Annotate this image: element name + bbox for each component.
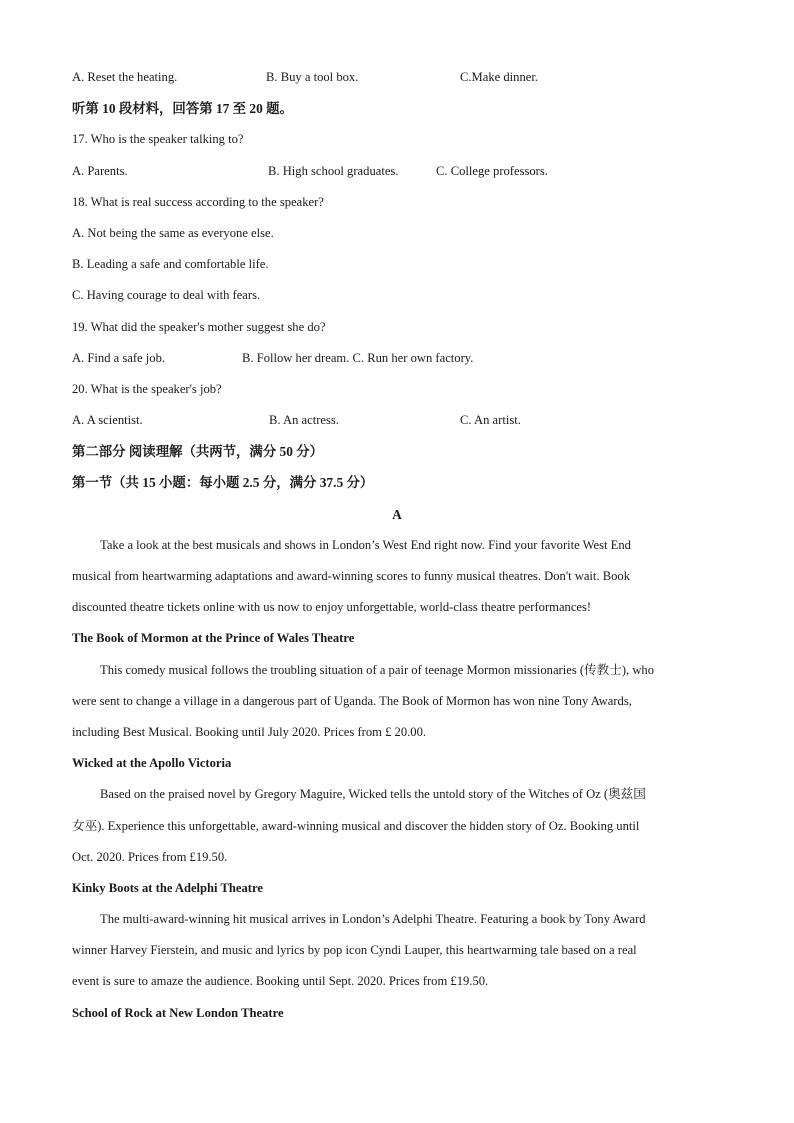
show2-line-3: Oct. 2020. Prices from £19.50. xyxy=(72,849,228,864)
q18-question: 18. What is real success according to the speaker? xyxy=(72,194,324,209)
show3-line-3: event is sure to amaze the audience. Booking until Sept. 2020. Prices from £19.50. xyxy=(72,974,489,989)
q20-option-c: C. An artist. xyxy=(460,413,521,428)
intro-line-1: Take a look at the best musicals and shows in London’s West End right now. Find your favorite West End xyxy=(100,537,631,552)
q16-option-a: A. Reset the heating. xyxy=(72,70,178,84)
q16-option-c: C.Make dinner. xyxy=(460,70,538,84)
section10-header: 听第 10 段材料，回答第 17 至 20 题。 xyxy=(72,101,293,117)
show1-line-1: This comedy musical follows the troubling situation of a pair of teenage Mormon missionaries (传教士), who xyxy=(100,662,655,677)
show2-title: Wicked at the Apollo Victoria xyxy=(72,756,232,771)
section1-header: 第一节（共 15 小题：每小题 2.5 分，满分 37.5 分） xyxy=(72,475,374,491)
q20-options-row xyxy=(72,405,722,436)
q16-options-row xyxy=(72,62,722,93)
document-page xyxy=(72,62,722,1029)
intro-line-2: musical from heartwarming adaptations and award-winning scores to funny musical theatres. Don't wait. Book xyxy=(72,569,630,583)
show3-line-2: winner Harvey Fierstein, and music and lyrics by pop icon Cyndi Lauper, this heartwarming tale based on a real xyxy=(72,943,637,958)
q18-option-c: C. Having courage to deal with fears. xyxy=(72,288,261,303)
q19-question: 19. What did the speaker's mother suggest she do? xyxy=(72,319,326,334)
show4-title: School of Rock at New London Theatre xyxy=(72,1005,284,1020)
q18-option-b: B. Leading a safe and comfortable life. xyxy=(72,257,269,272)
show2-line-2: 女巫). Experience this unforgettable, award-winning musical and discover the hidden story of Oz. Booking until xyxy=(72,818,640,833)
passage-letter: A xyxy=(392,506,402,522)
q20-question: 20. What is the speaker's job? xyxy=(72,381,222,396)
q17-question: 17. Who is the speaker talking to? xyxy=(72,132,244,147)
show1-title: The Book of Mormon at the Prince of Wales Theatre xyxy=(72,631,355,646)
q18-option-a: A. Not being the same as everyone else. xyxy=(72,225,274,240)
q20-option-b: B. An actress. xyxy=(269,413,339,428)
show3-line-1: The multi-award-winning hit musical arrives in London’s Adelphi Theatre. Featuring a book by Tony Award xyxy=(100,912,646,927)
show1-line-3: including Best Musical. Booking until July 2020. Prices from £ 20.00. xyxy=(72,724,427,739)
q16-option-b: B. Buy a tool box. xyxy=(266,70,359,84)
q19-option-a: A. Find a safe job. xyxy=(72,350,166,365)
intro-line-3: discounted theatre tickets online with us now to enjoy unforgettable, world-class theatre performances! xyxy=(72,600,592,615)
q19-options-row xyxy=(72,343,722,374)
part2-header: 第二部分 阅读理解（共两节，满分 50 分） xyxy=(72,444,324,460)
q19-option-bc: B. Follow her dream. C. Run her own factory. xyxy=(242,350,474,365)
q17-option-c: C. College professors. xyxy=(436,163,548,178)
q20-option-a: A. A scientist. xyxy=(72,413,143,428)
show1-line-2: were sent to change a village in a dangerous part of Uganda. The Book of Mormon has won nine Tony Awards, xyxy=(72,693,632,708)
q17-options-row xyxy=(72,156,722,187)
show3-title: Kinky Boots at the Adelphi Theatre xyxy=(72,880,263,895)
q17-option-a: A. Parents. xyxy=(72,163,128,178)
show2-line-1: Based on the praised novel by Gregory Maguire, Wicked tells the untold story of the Witches of Oz (奥兹国 xyxy=(100,787,646,802)
q17-option-b: B. High school graduates. xyxy=(268,163,399,178)
